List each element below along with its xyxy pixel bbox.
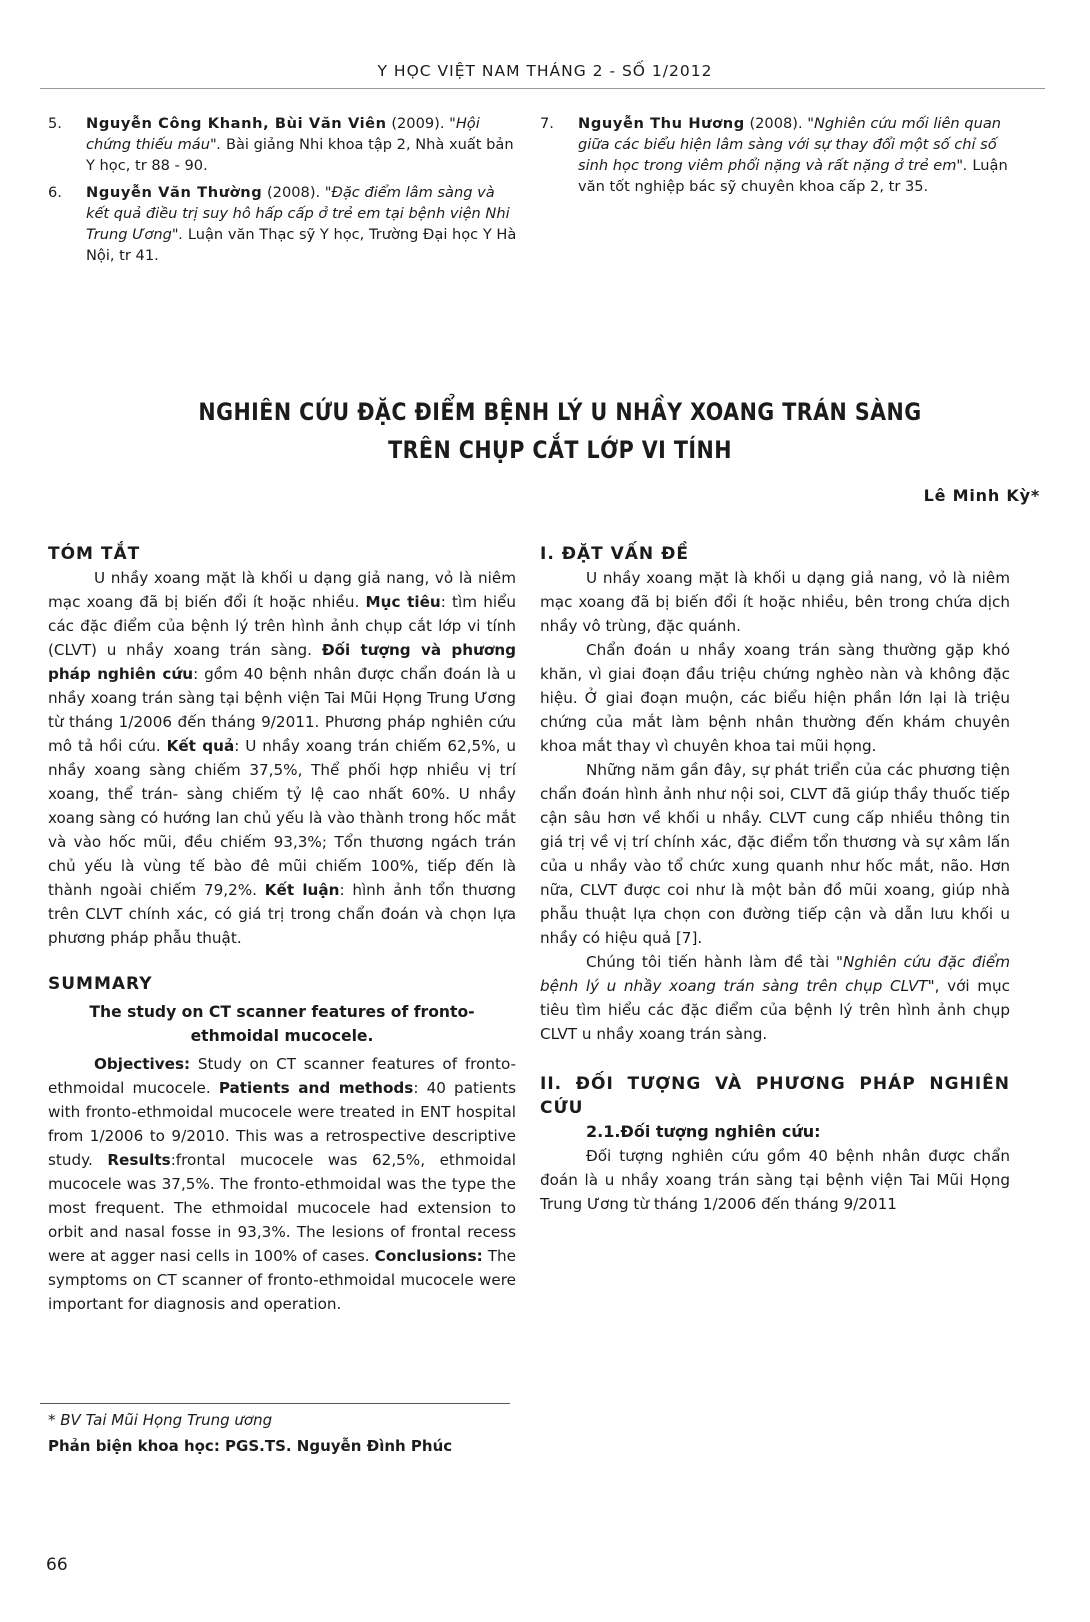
reference-authors: Nguyễn Thu Hương — [578, 115, 745, 132]
section-2-paragraph: Đối tượng nghiên cứu gồm 40 bệnh nhân được chẩn đoán là u nhầy xoang trán sàng tại bệnh viện Tai Mũi Họng Trung Ương từ tháng 1/2006 đến tháng 9/2011 — [540, 1147, 1010, 1213]
section-1-paragraph — [540, 950, 1010, 1046]
paragraph-text: , với mục tiêu tìm hiểu các đặc điểm của bệnh lý trên hình ảnh chụp CLVT u nhầy xoang trán sàng. — [540, 977, 1010, 1043]
reference-number: 7. — [540, 115, 554, 132]
section-1-heading: I. ĐẶT VẤN ĐỀ — [540, 544, 689, 564]
footnote-divider — [40, 1403, 510, 1404]
page-number: 66 — [46, 1555, 68, 1575]
abstract-objective-label: Mục tiêu — [365, 593, 441, 611]
abstract-objective: : tìm hiểu các đặc điểm của bệnh lý trên hình ảnh chụp cắt lớp vi tính (CLVT) u nhầy xoang trán sàng. — [48, 593, 517, 659]
reference-number: 6. — [48, 184, 62, 201]
footnote-affiliation: * BV Tai Mũi Họng Trung ương — [48, 1411, 273, 1429]
summary-title: The study on CT scanner features of fronto-ethmoidal mucocele. — [89, 1003, 475, 1045]
study-title-quote: "Nghiên cứu đặc điểm bệnh lý u nhầy xoang trán sàng trên chụp CLVT" — [540, 953, 1010, 995]
article-title-line-2: TRÊN CHỤP CẮT LỚP VI TÍNH — [388, 436, 732, 464]
paragraph-text: Chúng tôi tiến hành làm đề tài — [586, 953, 837, 971]
abstract-heading: TÓM TẮT — [48, 544, 141, 564]
reference-source: Luận văn tốt nghiệp bác sỹ chuyên khoa cấp 2, tr 35. — [578, 157, 1008, 195]
abstract-results-label: Kết quả — [166, 737, 235, 755]
body-column — [540, 542, 1010, 1216]
reference-title: "Đặc điểm lâm sàng và kết quả điều trị suy hô hấp cấp ở trẻ em tại bệnh viện Nhi Trung Ương". — [86, 184, 510, 243]
section-2-subheading: 2.1.Đối tượng nghiên cứu: — [586, 1122, 821, 1141]
article-author: Lê Minh Kỳ* — [923, 486, 1040, 505]
summary-objectives: Study on CT scanner features of fronto-ethmoidal mucocele. — [48, 1055, 516, 1097]
reference-number: 5. — [48, 115, 62, 132]
summary-methods: : 40 patients with fronto-ethmoidal mucocele were treated in ENT hospital from 1/2006 to 9/2010. This was a retrospective descriptive study. — [48, 1079, 517, 1169]
abstract-column — [48, 542, 516, 1316]
section-1-paragraph: Chẩn đoán u nhầy xoang trán sàng thường gặp khó khăn, vì giai đoạn đầu triệu chứng nghèo nàn và không đặc hiệu. Ở giai đoạn muộn, các biểu hiện phần lớn lại là triệu chứng của mắt làm bệnh nhân thường đến khám chuyên khoa mắt thay vì chuyên khoa tai mũi họng. — [540, 641, 1010, 755]
reference-authors: Nguyễn Văn Thường — [86, 184, 263, 201]
abstract-conclusion-label: Kết luận — [264, 881, 340, 899]
summary-results-label: Results — [107, 1151, 171, 1169]
summary-results: :frontal mucocele was 62,5%, ethmoidal mucocele was 37,5%. The fronto-ethmoidal was the type the most frequent. The ethmoidal mucocele had extension to orbit and nasal fosse in 93,3%. The lesions of frontal recess were at agger nasi cells in 100% of cases. — [48, 1151, 516, 1265]
journal-header: Y HỌC VIỆT NAM THÁNG 2 - SỐ 1/2012 — [377, 62, 713, 80]
reference-year: (2009). — [391, 115, 445, 132]
article-title-line-1: NGHIÊN CỨU ĐẶC ĐIỂM BỆNH LÝ U NHẦY XOANG TRÁN SÀNG — [198, 398, 922, 426]
reference-item — [540, 113, 1010, 197]
section-1-paragraph: U nhầy xoang mặt là khối u dạng giả nang, vỏ là niêm mạc xoang đã bị biến đổi ít hoặc nhiều, bên trong chứa dịch nhầy vô trùng, đặc quánh. — [540, 569, 1010, 635]
reference-year: (2008). — [266, 184, 321, 201]
reference-source: Bài giảng Nhi khoa tập 2, Nhà xuất bản Y học, tr 88 - 90. — [86, 136, 514, 174]
reference-source: Luận văn Thạc sỹ Y học, Trường Đại học Y Hà Nội, tr 41. — [86, 226, 517, 264]
summary-objectives-label: Objectives: — [94, 1055, 191, 1073]
abstract-conclusion: : hình ảnh tổn thương trên CLVT chính xác, có giá trị trong chẩn đoán và chọn lựa phương pháp phẫu thuật. — [48, 881, 516, 947]
abstract-methods: : gồm 40 bệnh nhân được chẩn đoán là u nhầy xoang trán sàng tại bệnh viện Tai Mũi Họng Trung Ương từ tháng 1/2006 đến tháng 9/2011. Phương pháp nghiên cứu mô tả hồi cứu. — [48, 665, 516, 755]
abstract-intro: U nhầy xoang mặt là khối u dạng giả nang, vỏ là niêm mạc xoang đã bị biến đổi ít hoặc nhiều. — [48, 569, 516, 611]
section-1-paragraph: Những năm gần đây, sự phát triển của các phương tiện chẩn đoán hình ảnh như nội soi, CLVT đã giúp thầy thuốc tiếp cận sâu hơn về khối u nhầy. CLVT cung cấp nhiều thông tin giá trị về vị trí chính xác, đặc điểm tổn thương và sự xâm lấn của u nhầy vào tổ chức xung quanh như hốc mắt, não. Hơn nữa, CLVT được coi như là một bản đồ mũi xoang, giúp nhà phẫu thuật lựa chọn con đường tiếp cận và dẫn lưu khối u nhầy có hiệu quả [7]. — [540, 761, 1010, 947]
summary-heading: SUMMARY — [48, 974, 153, 994]
abstract-vi-text — [48, 566, 516, 950]
section-2-heading: II. ĐỐI TƯỢNG VÀ PHƯƠNG PHÁP NGHIÊN CỨU — [540, 1074, 1010, 1118]
abstract-methods-label: Đối tượng và phương pháp nghiên cứu — [48, 641, 516, 683]
header-divider — [40, 88, 1045, 89]
summary-methods-label: Patients and methods — [218, 1079, 414, 1097]
reference-item — [48, 113, 518, 176]
reference-title: "Hội chứng thiếu máu". — [86, 115, 480, 153]
footnote-reviewer: Phản biện khoa học: PGS.TS. Nguyễn Đình Phúc — [48, 1437, 453, 1455]
reference-item — [48, 182, 518, 266]
reference-year: (2008). — [749, 115, 803, 132]
summary-conclusion-label: Conclusions: — [374, 1247, 483, 1265]
reference-authors: Nguyễn Công Khanh, Bùi Văn Viên — [86, 115, 387, 132]
reference-title: "Nghiên cứu mối liên quan giữa các biểu hiện lâm sàng với sự thay đổi một số chỉ số sinh học trong viêm phổi nặng và rất nặng ở trẻ em". — [578, 115, 1002, 174]
summary-conclusion: The symptoms on CT scanner of fronto-ethmoidal mucocele were important for diagnosis and operation. — [48, 1247, 517, 1313]
summary-en-text — [48, 1052, 516, 1316]
footnote — [48, 1407, 528, 1459]
abstract-results: : U nhầy xoang trán chiếm 62,5%, u nhầy xoang sàng chiếm 37,5%, Thể phối hợp nhiều vị trí xoang, thể trán- sàng chiếm tỷ lệ cao nhất 60%. U nhầy xoang sàng có hướng lan chủ yếu là vào thành trong hốc mắt và vào hốc mũi, đều chiếm 93,3%; Tổn thương ngách trán chủ yếu là vùng tế bào đê mũi chiếm 100%, tiếp đến là thành ngoài chiếm 79,2%. — [48, 737, 516, 899]
